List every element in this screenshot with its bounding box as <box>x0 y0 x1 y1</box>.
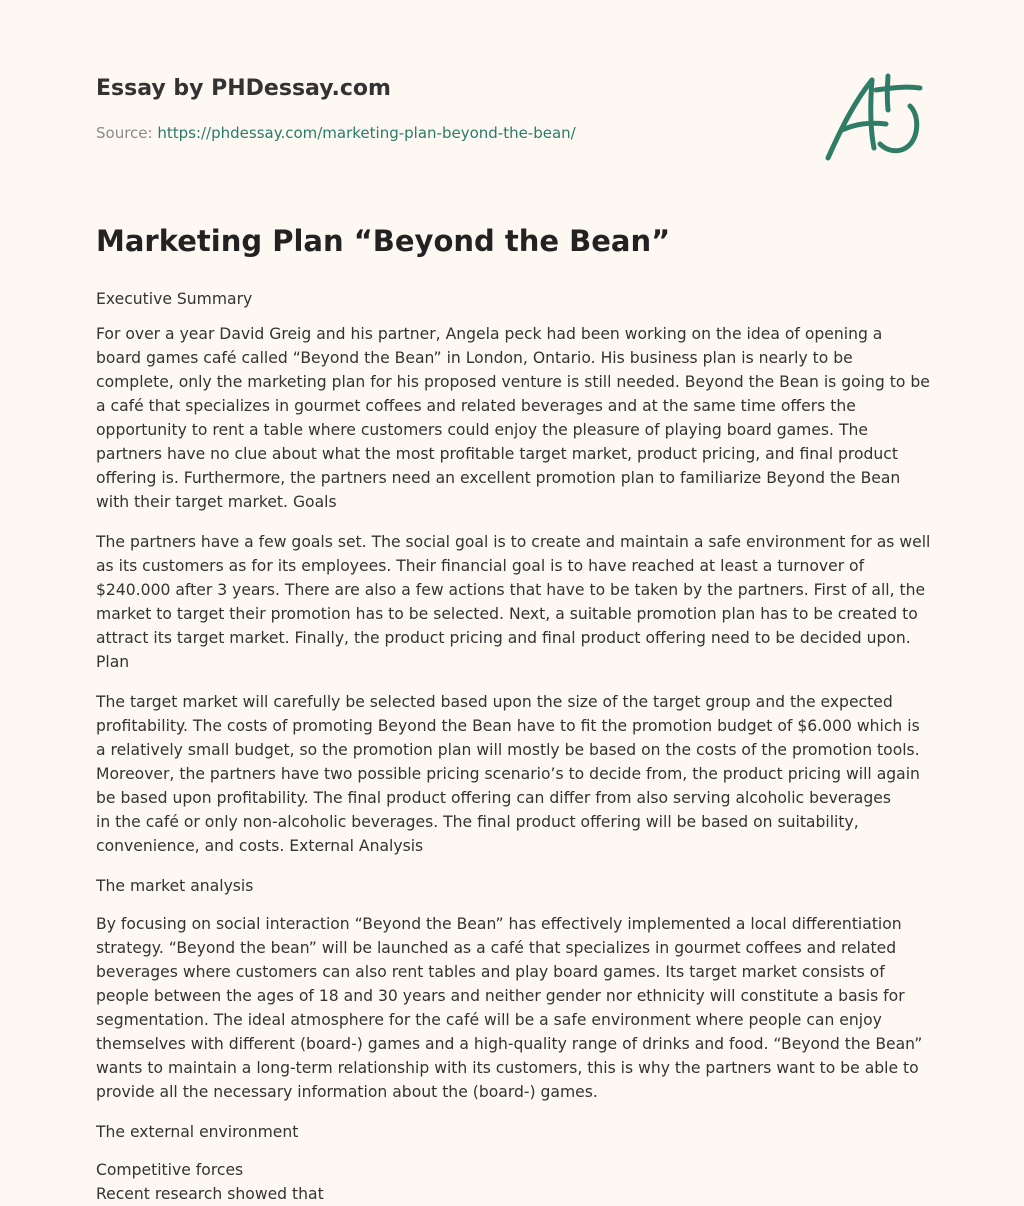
article-body <box>96 287 932 1206</box>
site-brand: Essay by PHDessay.com <box>96 76 391 101</box>
paragraph: in the café or only non-alcoholic beverages. The final product offering will be based on suitability, convenience, and costs. External Analysis <box>96 813 859 855</box>
section-heading: Competitive forces <box>96 1161 244 1179</box>
section-heading: The external environment <box>96 1123 299 1141</box>
a-plus-logo-icon <box>820 66 930 166</box>
page-title: Marketing Plan “Beyond the Bean” <box>96 224 671 258</box>
source-link[interactable]: https://phdessay.com/marketing-plan-beyond-the-bean/ <box>157 124 576 142</box>
paragraph: The partners have a few goals set. The social goal is to create and maintain a safe environment for as well as its customers as for its employees. Their financial goal is to have reached at least a turnover of $240.000 after 3 years. There are also a few actions that have to be taken by the partners. First of all, the market to target their promotion has to be selected. Next, a suitable promotion plan has to be created to attract its target market. Finally, the product pricing and final product offering need to be decided upon. Plan <box>96 533 931 671</box>
section-heading: The market analysis <box>96 877 254 895</box>
section-heading: Executive Summary <box>96 290 253 308</box>
paragraph: By focusing on social interaction “Beyond the Bean” has effectively implemented a local differentiation strategy. “Beyond the bean” will be launched as a café that specializes in gourmet coffees and related beverages where customers can also rent tables and play board games. Its target market consists of people between the ages of 18 and 30 years and neither gender nor ethnicity will constitute a basis for segmentation. The ideal atmosphere for the café will be a safe environment where people can enjoy themselves with different (board-) games and a high-quality range of drinks and food. “Beyond the Bean” wants to maintain a long-term relationship with its customers, this is why the partners want to be able to provide all the necessary information about the (board-) games. <box>96 915 923 1101</box>
paragraph: For over a year David Greig and his partner, Angela peck had been working on the idea of opening a board games café called “Beyond the Bean” in London, Ontario. His business plan is nearly to be complete, only the marketing plan for his proposed venture is still needed. Beyond the Bean is going to be a café that specializes in gourmet coffees and related beverages and at the same time offers the opportunity to rent a table where customers could enjoy the pleasure of playing board games. The partners have no clue about what the most profitable target market, product pricing, and final product offering is. Furthermore, the partners need an excellent promotion plan to familiarize Beyond the Bean with their target market. Goals <box>96 325 930 511</box>
source-line <box>96 124 576 142</box>
source-label: Source: <box>96 124 158 142</box>
paragraph: The target market will carefully be selected based upon the size of the target group and the expected profitability. The costs of promoting Beyond the Bean have to fit the promotion budget of $6.000 which is a relatively small budget, so the promotion plan will mostly be based on the costs of the promotion tools. Moreover, the partners have two possible pricing scenario’s to decide from, the product pricing will again be based upon profitability. The final product offering can differ from also serving alcoholic beverages <box>96 693 920 807</box>
paragraph: Recent research showed that <box>96 1185 324 1203</box>
